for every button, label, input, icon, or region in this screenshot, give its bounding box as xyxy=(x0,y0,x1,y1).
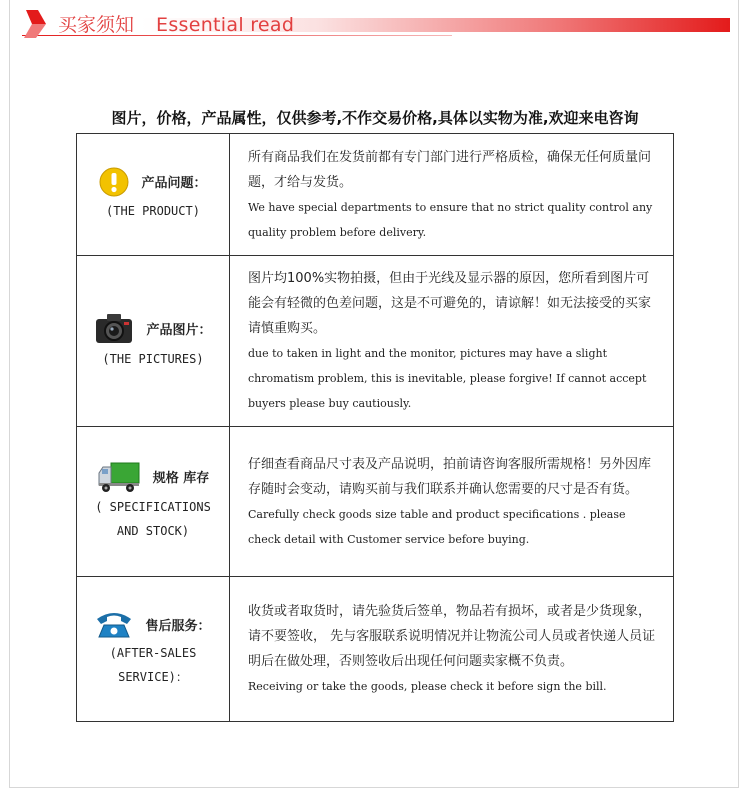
banner-title xyxy=(58,10,294,37)
row-text-cn: 所有商品我们在发货前都有专门部门进行严格质检，确保无任何质量问题，才给与发货。 xyxy=(248,149,652,190)
notice-row-after-sales xyxy=(77,577,674,722)
chevron-icon xyxy=(22,8,56,38)
buyer-notice-table xyxy=(76,133,674,722)
row-text-cn: 仔细查看商品尺寸表及产品说明，拍前请咨询客服所需规格！另外因库存随时会变动，请购买前与我们联系并确认您需要的尺寸是否有货。 xyxy=(248,456,652,497)
row-label-cn: 产品问题： xyxy=(141,176,207,191)
row-text-en: Carefully check goods size table and product specifications . please check detail with Customer service before buying. xyxy=(248,507,626,546)
row-content-cell xyxy=(230,427,674,577)
row-label-cell xyxy=(77,256,230,427)
row-content-cell xyxy=(230,256,674,427)
notice-row-product xyxy=(77,134,674,256)
row-content-cell xyxy=(230,134,674,256)
row-text-en: due to taken in light and the monitor, pictures may have a slight chromatism problem, this is inevitable, please forgive! If cannot accept buyers please buy cautiously. xyxy=(248,347,647,410)
row-label-cell xyxy=(77,577,230,722)
row-label-en: (THE PRODUCT) xyxy=(106,203,200,218)
row-text-cn: 收货或者取货时，请先验货后签单，物品若有损坏，或者是少货现象，请不要签收， 先与客服联系说明情况并让物流公司人员或者快递人员证明后在做处理，否则签收后出现任何问题卖家概不负责。 xyxy=(248,604,656,669)
essential-read-banner xyxy=(22,8,730,44)
banner-title-en: Essential read xyxy=(156,14,295,36)
row-label-en: (THE PICTURES) xyxy=(102,352,204,366)
truck-icon xyxy=(97,461,141,493)
notice-row-pictures xyxy=(77,256,674,427)
row-text-cn: 图片均100%实物拍摄，但由于光线及显示器的原因，您所看到图片可能会有轻微的色差问题，这是不可避免的，请谅解！如无法接受的买家请慎重购买。 xyxy=(248,271,652,336)
row-text-en: Receiving or take the goods, please check it before sign the bill. xyxy=(248,680,607,693)
row-label-cell xyxy=(77,134,230,256)
row-label-cn: 产品图片： xyxy=(146,322,212,338)
camera-icon xyxy=(94,311,134,345)
banner-title-cn: 买家须知 xyxy=(58,14,135,36)
row-content-cell xyxy=(230,577,674,722)
telephone-icon xyxy=(95,609,133,639)
notice-row-specifications xyxy=(77,427,674,577)
row-label-cn: 售后服务： xyxy=(145,618,211,634)
exclamation-icon xyxy=(99,167,129,197)
row-label-cn: 规格 库存 xyxy=(152,471,210,486)
row-text-en: We have special departments to ensure that no strict quality control any quality problem before delivery. xyxy=(248,200,653,239)
row-label-cell xyxy=(77,427,230,577)
row-label-en: (AFTER-SALES SERVICE)： xyxy=(109,646,197,684)
row-label-en: ( SPECIFICATIONS AND STOCK) xyxy=(95,499,211,538)
disclaimer-subtitle: 图片，价格，产品属性，仅供参考,不作交易价格,具体以实物为准,欢迎来电咨询 xyxy=(111,109,639,127)
